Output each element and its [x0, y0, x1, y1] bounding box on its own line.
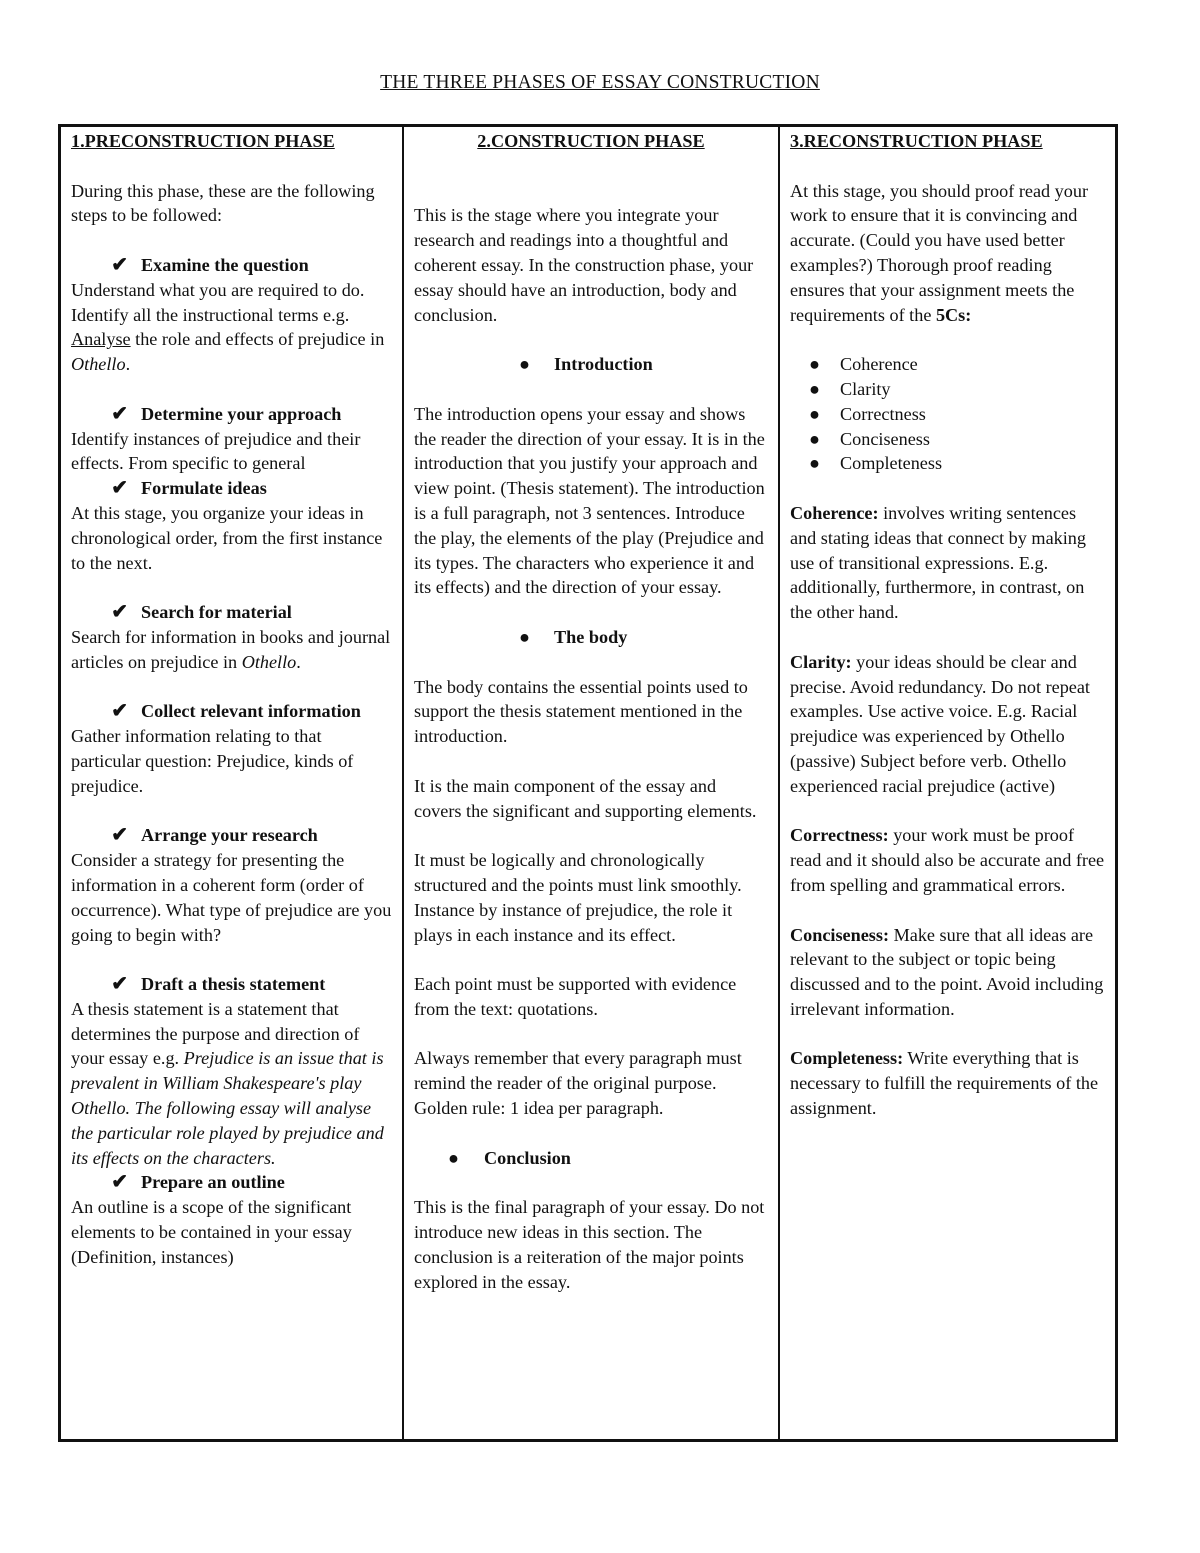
- correctness-definition: Correctness: your work must be proof read and it should also be accurate and free from spelling and grammatical errors.: [790, 825, 1105, 895]
- step-thesis: [71, 972, 392, 997]
- step-text: A thesis statement is a statement that determines the purpose and direction of your essay e.g. Prejudice is an issue that is prevalent in William Shakespeare's play Othello. The following essay will analyse the particular role played by prejudice and its effects on the characters.: [71, 998, 384, 1168]
- step-collect: [71, 699, 392, 724]
- body-heading: ● The body: [414, 625, 768, 650]
- check-icon: ✔: [111, 477, 128, 500]
- list-item: ● Completeness: [790, 451, 1105, 476]
- bullet-icon: ●: [809, 428, 820, 449]
- reconstruction-column: [780, 127, 1115, 1439]
- conclusion-heading: ● Conclusion: [414, 1146, 768, 1171]
- clarity-definition: Clarity: your ideas should be clear and precise. Avoid redundancy. Do not repeat examples. Use active voice. E.g. Racial prejudice was experienced by Othello (passive) Subject before verb. Othello experienced racial prejudice (active): [790, 651, 1090, 796]
- reconstruction-heading: 3.RECONSTRUCTION PHASE: [790, 131, 1043, 151]
- step-title: Draft a thesis statement: [141, 974, 326, 995]
- check-icon: ✔: [111, 253, 128, 276]
- list-item: ● Coherence: [790, 352, 1105, 377]
- bullet-icon: ●: [519, 626, 530, 647]
- check-icon: ✔: [111, 601, 128, 624]
- completeness-definition: Completeness: Write everything that is necessary to fulfill the requirements of the assignment.: [790, 1048, 1099, 1119]
- step-arrange: [71, 823, 392, 848]
- step-text: Gather information relating to that particular question: Prejudice, kinds of prejudice.: [71, 726, 354, 796]
- bullet-icon: ●: [809, 378, 820, 399]
- check-icon: ✔: [111, 824, 128, 847]
- five-cs-list: [790, 352, 1105, 476]
- bullet-icon: ●: [448, 1147, 459, 1168]
- step-title: Formulate ideas: [141, 478, 267, 499]
- step-approach: [71, 402, 392, 427]
- step-text: Consider a strategy for presenting the information in a coherent form (order of occurrence). What type of prejudice are you going to begin with?: [71, 850, 392, 945]
- check-icon: ✔: [111, 1171, 128, 1194]
- step-search: [71, 600, 392, 625]
- step-text: An outline is a scope of the significant elements to be contained in your essay (Definition, instances): [71, 1197, 352, 1267]
- step-title: Collect relevant information: [141, 701, 361, 722]
- body-paragraph: Always remember that every paragraph must remind the reader of the original purpose. Golden rule: 1 idea per paragraph.: [414, 1048, 742, 1119]
- bullet-icon: ●: [809, 453, 820, 474]
- construction-intro: This is the stage where you integrate your research and readings into a thoughtful and coherent essay. In the construction phase, your essay should have an introduction, body and conclusion.: [414, 205, 754, 325]
- step-text: Search for information in books and journal articles on prejudice in Othello.: [71, 626, 391, 672]
- body-paragraph: It is the main component of the essay and covers the significant and supporting elements.: [414, 775, 757, 821]
- step-title: Determine your approach: [141, 403, 342, 424]
- construction-column: [404, 127, 780, 1439]
- step-outline: [71, 1170, 392, 1195]
- page-title: THE THREE PHASES OF ESSAY CONSTRUCTION: [380, 72, 820, 93]
- check-icon: ✔: [111, 973, 128, 996]
- body-paragraph: The body contains the essential points used to support the thesis statement mentioned in the introduction.: [414, 676, 748, 747]
- check-icon: ✔: [111, 402, 128, 425]
- step-text: At this stage, you organize your ideas in chronological order, from the first instance to the next.: [71, 502, 383, 573]
- preconstruction-intro: During this phase, these are the following steps to be followed:: [71, 180, 375, 226]
- step-title: Arrange your research: [141, 825, 318, 846]
- bullet-icon: ●: [809, 354, 820, 375]
- body-paragraph: Each point must be supported with evidence from the text: quotations.: [414, 974, 737, 1019]
- step-text: Identify instances of prejudice and their effects. From specific to general: [71, 428, 361, 474]
- list-item: ● Correctness: [790, 402, 1105, 427]
- bullet-icon: ●: [809, 403, 820, 424]
- step-title: Prepare an outline: [141, 1172, 285, 1193]
- step-title: Examine the question: [141, 254, 309, 275]
- conclusion-text: This is the final paragraph of your essay. Do not introduce new ideas in this section. The conclusion is a reiteration of the major points explored in the essay.: [414, 1197, 765, 1292]
- phases-table: [58, 124, 1118, 1442]
- conciseness-definition: Conciseness: Make sure that all ideas are relevant to the subject or topic being discussed and to the point. Avoid including irrelevant information.: [790, 924, 1104, 1019]
- body-paragraph: It must be logically and chronologically structured and the points must link smoothly. Instance by instance of prejudice, the role it plays in each instance and its effect.: [414, 850, 742, 945]
- analyse-term: Analyse: [71, 329, 131, 350]
- list-item: ● Clarity: [790, 377, 1105, 402]
- introduction-text: The introduction opens your essay and shows the reader the direction of your essay. It is in the introduction that you justify your approach and view point. (Thesis statement). The introduction is a full paragraph, not 3 sentences. Introduce the play, the elements of the play (Prejudice and its types. The characters who experience it and its effects) and the direction of your essay.: [414, 403, 765, 598]
- step-text: Understand what you are required to do. Identify all the instructional terms e.g. Analyse the role and effects of prejudice in Othello.: [71, 279, 385, 375]
- construction-heading: 2.CONSTRUCTION PHASE: [477, 131, 705, 151]
- step-title: Search for material: [141, 602, 292, 623]
- bullet-icon: ●: [519, 354, 530, 375]
- list-item: ● Conciseness: [790, 427, 1105, 452]
- preconstruction-heading: 1.PRECONSTRUCTION PHASE: [71, 131, 335, 151]
- coherence-definition: Coherence: involves writing sentences and stating ideas that connect by making use of transitional expressions. E.g. additionally, furthermore, in contrast, on the other hand.: [790, 502, 1086, 623]
- reconstruction-intro: At this stage, you should proof read your work to ensure that it is convincing and accurate. (Could you have used better examples?) Thorough proof reading ensures that your assignment meets the requirements of the 5Cs:: [790, 180, 1089, 325]
- introduction-heading: ● Introduction: [414, 352, 768, 377]
- step-examine: [71, 253, 392, 278]
- preconstruction-column: [61, 127, 404, 1439]
- check-icon: ✔: [111, 700, 128, 723]
- step-formulate: [71, 476, 392, 501]
